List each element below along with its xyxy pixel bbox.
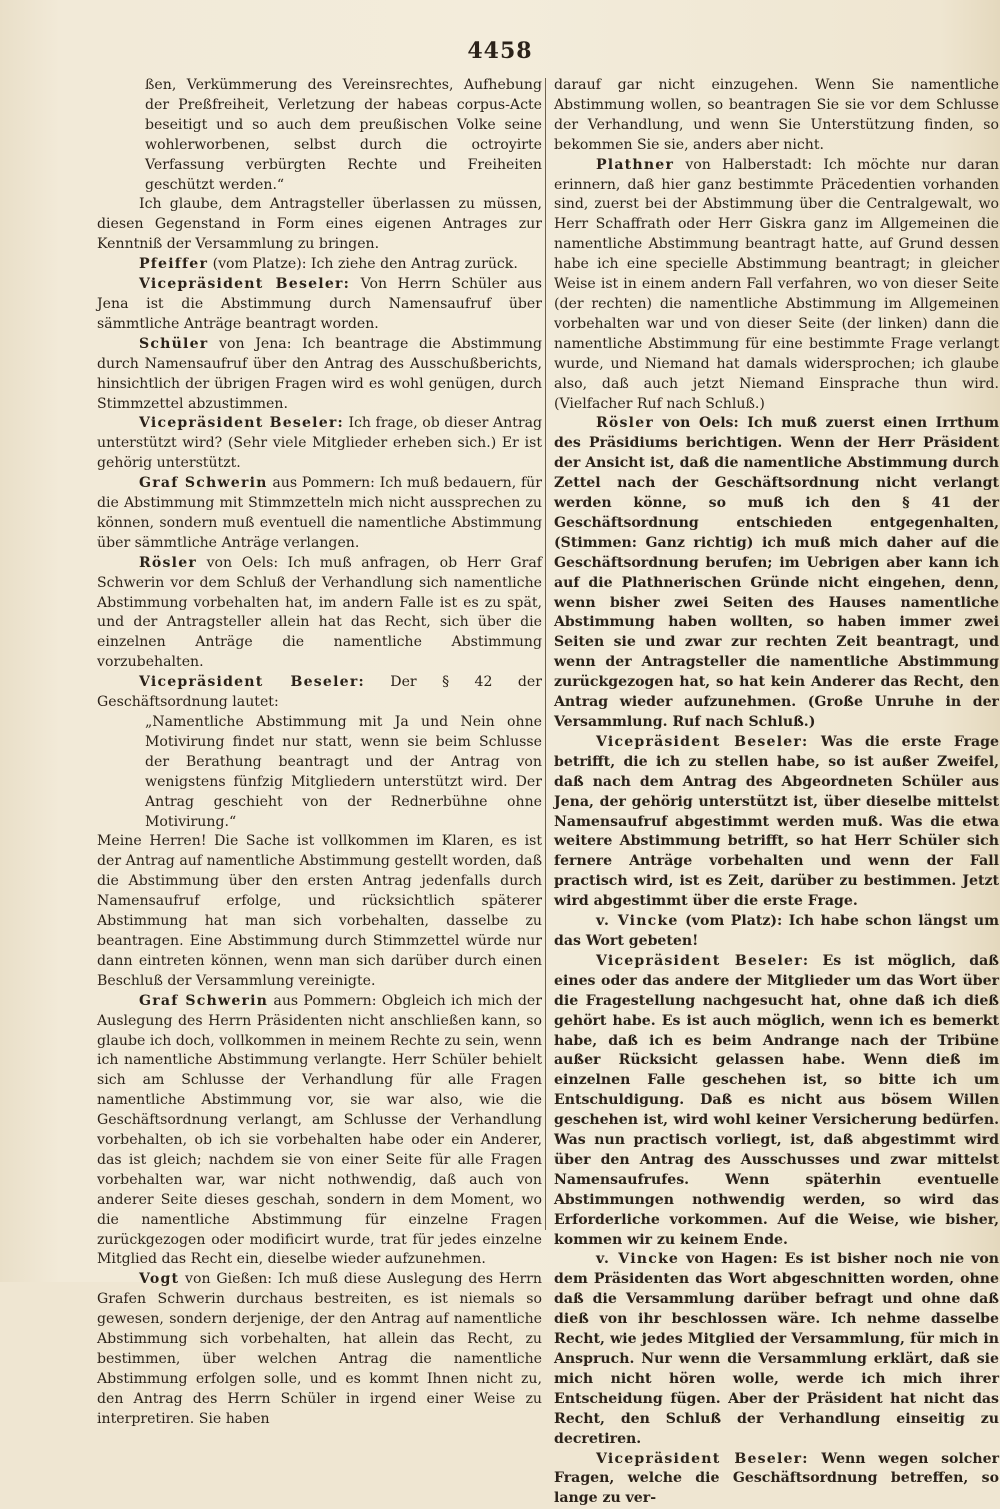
- speaker-name: v. Vincke: [596, 1251, 680, 1268]
- speech-schwerin: Graf Schwerin aus Pommern: Ich muß bedauern, für die Abstimmung mit Stimmzetteln mich nicht aussprechen zu können, sondern muß eventuell die namentliche Abstimmung über sämmtliche Anträge verlangen.: [97, 475, 543, 551]
- speaker-name: Plathner: [596, 156, 675, 173]
- speaker-name: Vicepräsident Beseler:: [596, 952, 810, 969]
- speaker-name: Rösler: [596, 415, 654, 432]
- speech-beseler: Vicepräsident Beseler: Wenn wegen solcher Fragen, welche die Geschäftsordnung betreffen, so lange zu ver-: [554, 1450, 1000, 1507]
- speaker-name: Schüler: [139, 335, 209, 352]
- speech-vogt: Vogt von Gießen: Ich muß diese Auslegung des Herrn Grafen Schwerin durchaus bestreiten, es ist niemals so gewesen, sondern derjenige, der den Antrag auf namentliche Abstimmung sich vorbehalten, hat allein das Recht, zu bestimmen, über welchen Antrag die namentliche Abstimmung erfolgen solle, und es kommt Ihnen nicht zu, den Antrag des Herrn Schüler in irgend einer Weise zu interpretiren. Sie haben: [97, 1271, 542, 1427]
- paragraph: Ich glaube, dem Antragsteller überlassen zu müssen, diesen Gegenstand in Form eines eigenen Antrages zur Kenntniß der Versammlung zu bringen.: [97, 196, 542, 253]
- speech-beseler: Vicepräsident Beseler: Ich frage, ob dieser Antrag unterstützt wird? (Sehr viele Mitglieder erheben sich.) Er ist gehörig unterstützt.: [97, 415, 542, 472]
- speech-schueler: Schüler von Jena: Ich beantrage die Abstimmung durch Namensaufruf über den Antrag des Ausschußberichts, hinsichtlich der übrigen Fragen wird es wohl genügen, durch Stimmzettel abzustimmen.: [97, 335, 542, 412]
- quoted-rule: „Namentliche Abstimmung mit Ja und Nein ohne Motivirung findet nur statt, wenn sie beim Schlusse der Berathung beantragt und der Antrag von wenigstens fünfzig Mitgliedern unterstützt wird. Der Antrag geschieht von der Rednerbühne ohne Motivirung.“: [145, 714, 542, 830]
- speaker-name: Vogt: [139, 1271, 180, 1288]
- paragraph: darauf gar nicht einzugehen. Wenn Sie namentliche Abstimmung wollen, so beantragen Sie sie vor dem Schlusse der Verhandlung, und wenn Sie Unterstützung finden, so bekommen Sie sie, anders aber nicht.: [554, 77, 999, 153]
- speaker-name: v. Vincke: [596, 913, 679, 930]
- speech-schwerin: Graf Schwerin aus Pommern: Obgleich ich mich der Auslegung des Herrn Präsidenten nicht anschließen kann, so glaube ich doch, vollkommen in meinem Rechte zu sein, wenn ich namentliche Abstimmung verlangte. Herr Schüler behielt sich am Schlusse der Verhandlung für alle Fragen namentliche Abstimmung vor, sie war also, wie die Geschäftsordnung verlangt, am Schlusse der Verhandlung vorbehalten, ob ich sie vorbehalten habe oder ein Anderer, das ist gleich; nachdem sie von einer Seite für alle Fragen vorbehalten war, war nicht nothwendig, daß auch von anderer Seite dieses geschah, sondern in dem Moment, wo die namentliche Abstimmung für einzelne Fragen zurückgezogen oder modificirt wurde, trat für jedes einzelne Mitglied das Recht ein, dieselbe wieder aufzunehmen.: [97, 992, 543, 1268]
- speech-beseler: Vicepräsident Beseler: Es ist möglich, daß eines oder das andere der Mitglieder um das Wort über die Fragestellung nachgesucht hat, ohne daß ich dieß gehört habe. Es ist auch möglich, wenn ich es bemerkt habe, daß ich es beim Andrange nach der Tribüne außer Rücksicht gelassen habe. Wenn dieß im einzelnen Falle geschehen ist, so bitte ich um Entschuldigung. Daß es nicht aus bösem Willen geschehen ist, wird wohl keiner Versicherung bedürfen. Was nun practisch vorliegt, ist, daß abgestimmt wird über den Antrag des Ausschusses und zwar mittelst Namensaufrufes. Wenn späterhin eventuelle Abstimmungen nothwendig werden, so wird das Erforderliche vorkommen. Auf die Weise, wie bisher, kommen wir zu keinem Ende.: [554, 952, 999, 1248]
- paragraph: Meine Herren! Die Sache ist vollkommen im Klaren, es ist der Antrag auf namentliche Abstimmung gestellt worden, daß die Abstimmung über den ersten Antrag jedenfalls durch Namensaufruf erfolge, und rücksichtlich späterer Abstimmung hat man sich vorbehalten, dasselbe zu beantragen. Eine Abstimmung durch Stimmzettel würde nur dann eintreten können, wenn man sich darüber durch einen Beschluß der Versammlung vereinigte.: [97, 833, 542, 989]
- speaker-name: Graf Schwerin: [139, 992, 269, 1009]
- speaker-name: Pfeiffer: [139, 256, 209, 273]
- speaker-name: Vicepräsident Beseler:: [139, 415, 344, 432]
- speech-roesler: Rösler von Oels: Ich muß zuerst einen Irrthum des Präsidiums berichtigen. Wenn der Herr Präsident der Ansicht ist, daß die namentliche Abstimmung durch Zettel nach der Geschäftsordnung nicht verlangt werden könne, so muß ich den § 41 der Geschäftsordnung entschieden entgegenhalten, (Stimmen: Ganz richtig) ich muß mich daher auf die Geschäftsordnung berufen; im Uebrigen aber kann ich auf die Plathnerischen Gründe nicht eingehen, denn, wenn bisher zwei Seiten des Hauses namentliche Abstimmung haben wollten, so haben immer zwei Seiten sie und zwar zur rechten Zeit beantragt, und wenn der Antragsteller die namentliche Abstimmung zurückgezogen hat, so hat kein Anderer das Recht, den Antrag wieder aufzunehmen. (Große Unruhe in der Versammlung. Ruf nach Schluß.): [554, 415, 999, 730]
- left-column: [97, 76, 542, 1430]
- paragraph: ßen, Verkümmerung des Vereinsrechtes, Aufhebung der Preßfreiheit, Verletzung der habeas corpus-Acte beseitigt und so auch dem preußischen Volke seine wohlerworbenen, selbst durch die octroyirte Verfassung verbürgten Rechte und Freiheiten geschützt werden.“: [145, 77, 542, 193]
- speech-beseler: Vicepräsident Beseler: Der § 42 der Geschäftsordnung lautet:: [97, 674, 542, 711]
- speaker-name: Rösler: [139, 554, 197, 571]
- speaker-name: Vicepräsident Beseler:: [596, 1450, 809, 1467]
- speech-beseler: Vicepräsident Beseler: Von Herrn Schüler aus Jena ist die Abstimmung durch Namensaufruf über sämmtliche Anträge beantragt worden.: [97, 276, 542, 332]
- speech-vincke: v. Vincke (vom Platz): Ich habe schon längst um das Wort gebeten!: [554, 913, 999, 949]
- speech-pfeiffer: Pfeiffer (vom Platze): Ich ziehe den Antrag zurück.: [139, 256, 518, 273]
- speaker-name: Graf Schwerin: [139, 475, 268, 492]
- speaker-name: Vicepräsident Beseler:: [596, 733, 809, 750]
- speech-roesler: Rösler von Oels: Ich muß anfragen, ob Herr Graf Schwerin vor dem Schluß der Verhandlung sich namentliche Abstimmung vorbehalten hat, im andern Falle ist es zu spät, und der Antragsteller allein hat das Recht, sich über die einzelnen Anträge die namentliche Abstimmung vorzubehalten.: [97, 554, 542, 671]
- right-column: [554, 76, 999, 1509]
- page-number: 4458: [467, 38, 533, 64]
- speech-plathner: Plathner von Halberstadt: Ich möchte nur daran erinnern, daß hier ganz bestimmte Präcedentien vorhanden sind, zuerst bei der Abstimmung über die Centralgewalt, wo Herr Schaffrath oder Herr Giskra ganz im Allgemeinen die namentliche Abstimmung beantragt hatte, auf Grund dessen habe ich eine specielle Abstimmung beantragt; in gleicher Weise ist in einem andern Fall verfahren, wo von dieser Seite (der rechten) die namentliche Abstimmung im Allgemeinen vorbehalten war und von dieser Seite (der linken) dann die namentliche Abstimmung für eine bestimmte Frage verlangt wurde, und Niemand hat damals widersprochen; ich glaube also, daß auch jetzt Niemand Einsprache thun wird. (Vielfacher Ruf nach Schluß.): [554, 156, 999, 412]
- column-divider: [545, 78, 546, 1230]
- speaker-name: Vicepräsident Beseler:: [139, 674, 365, 691]
- speaker-name: Vicepräsident Beseler:: [139, 276, 351, 293]
- speech-vincke: v. Vincke von Hagen: Es ist bisher noch nie von dem Präsidenten das Wort abgeschnitten worden, ohne daß die Versammlung darüber befragt und ohne daß dieß von ihr beschlossen wäre. Ich nehme dasselbe Recht, wie jedes Mitglied der Versammlung, für mich in Anspruch. Nur wenn die Versammlung erklärt, daß sie mich nicht hören wolle, werde ich mich ihrer Entscheidung fügen. Aber der Präsident hat nicht das Recht, den Schluß der Verhandlung einseitig zu decretiren.: [554, 1251, 999, 1447]
- speech-beseler: Vicepräsident Beseler: Was die erste Frage betrifft, die ich zu stellen habe, so ist außer Zweifel, daß nach dem Antrag des Abgeordneten Schüler aus Jena, der gehörig unterstützt ist, über dieselbe mittelst Namensaufruf abgestimmt werden muß. Was die etwa weitere Abstimmung betrifft, so hat Herr Schüler sich fernere Anträge vorbehalten und wenn der Fall practisch wird, ist es Zeit, darüber zu bestimmen. Jetzt wird abgestimmt über die erste Frage.: [554, 733, 1000, 910]
